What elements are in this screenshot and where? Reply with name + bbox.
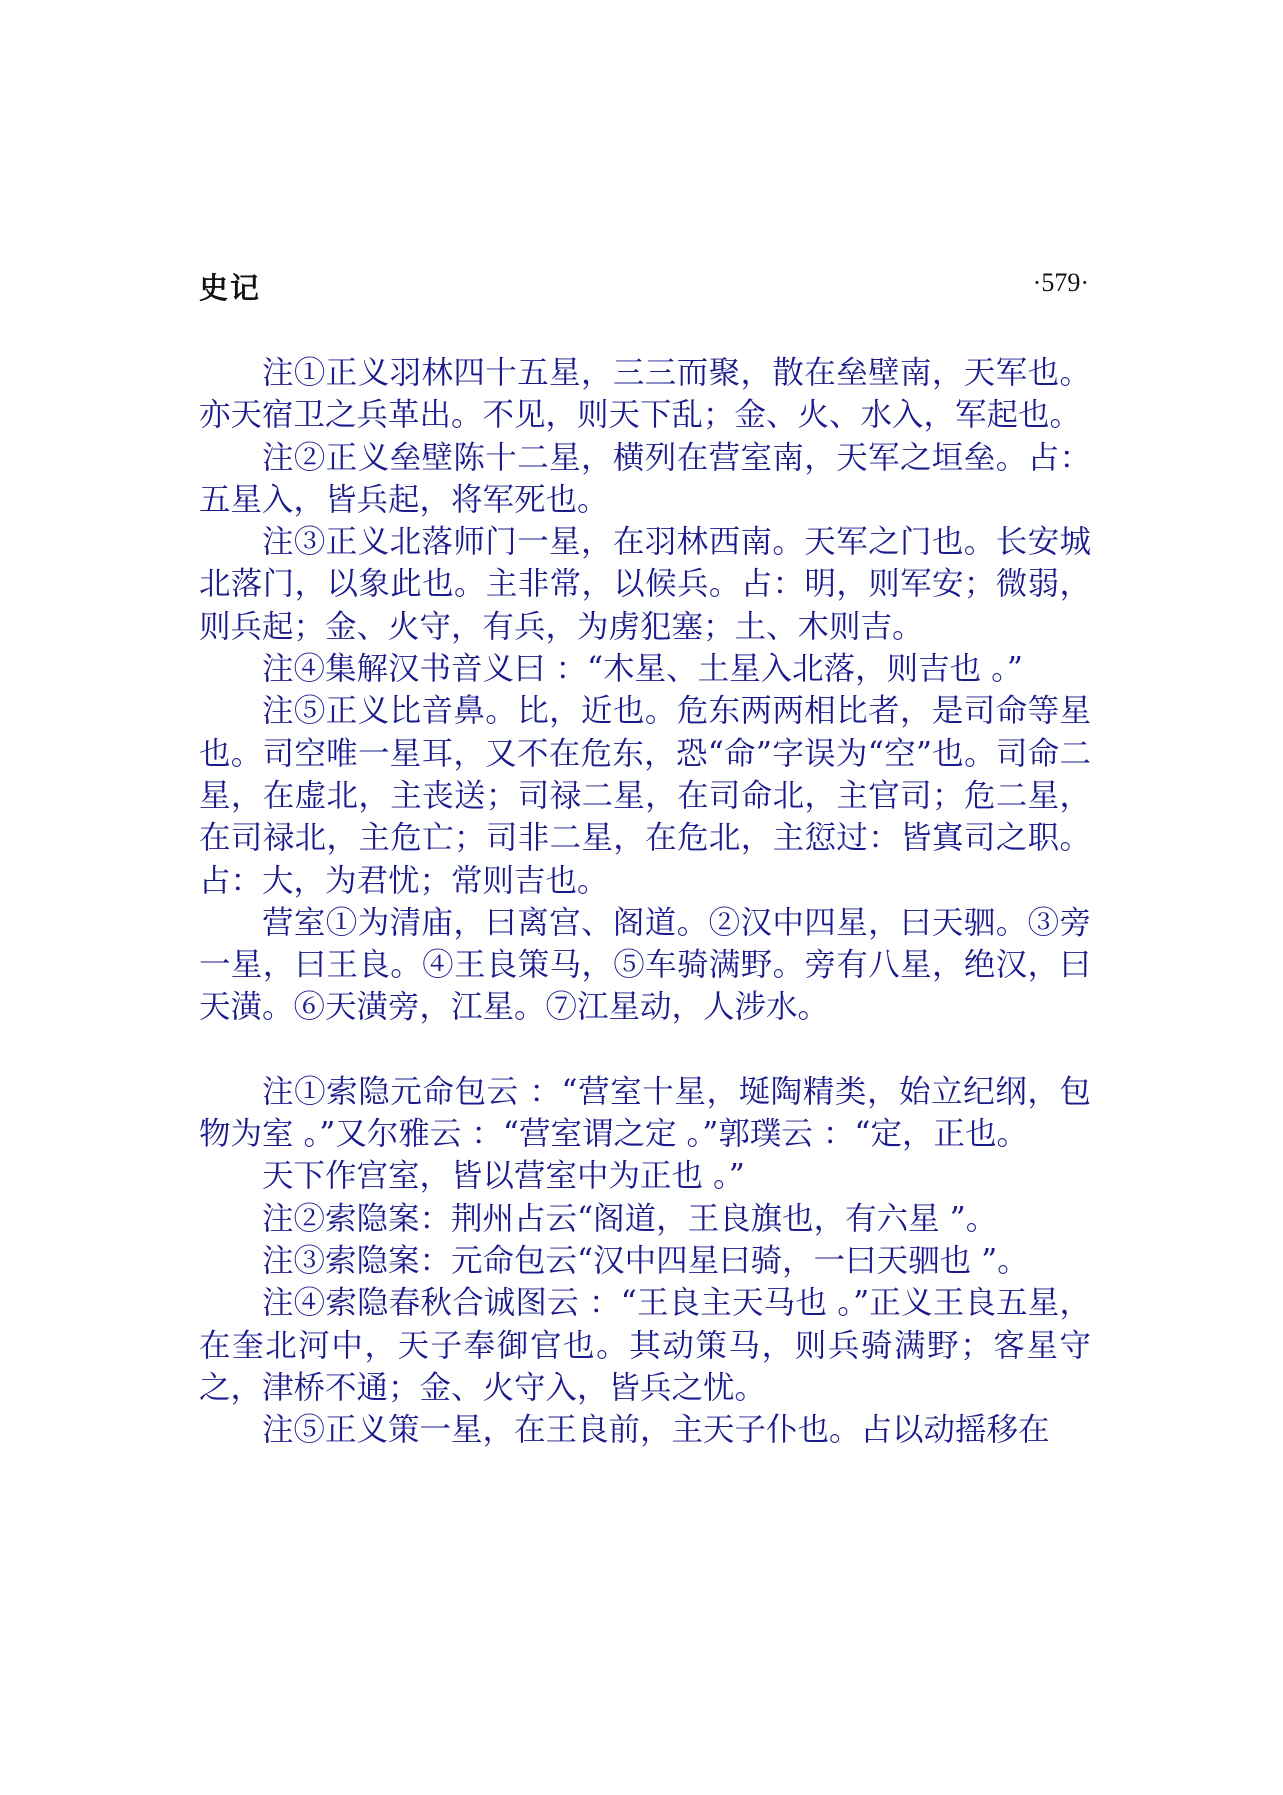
book-title: 史记	[199, 271, 262, 305]
paragraph-note-5: 注⑤正义比音鼻。比，近也。危东两两相比者，是司命等星也。司空唯一星耳，又不在危东，恐“命”字误为“空”也。司命二星，在虚北，主丧送；司禄二星，在司命北，主官司；危二星，在司禄北，主危亡；司非二星，在危北，主愆过：皆寘司之职。占：大，为君忧；常则吉也。	[199, 693, 1091, 899]
paragraph-note-3: 注③正义北落师门一星，在羽林西南。天军之门也。长安城北落门，以象此也。主非常，以候兵。占：明，则军安；微弱，则兵起；金、火守，有兵，为虏犯塞；土、木则吉。	[199, 524, 1091, 645]
paragraph-note-b1: 注①索隐元命包云 ：“营室十星，埏陶精类，始立纪纲，包物为室 。”又尔雅云 ：“营室谓之定 。”郭璞云 ：“定，正也。	[199, 1073, 1091, 1153]
paragraph-note-b2: 注②索隐案：荆州占云“阁道，王良旗也，有六星 ”。	[262, 1200, 998, 1237]
section-gap	[199, 1029, 1091, 1071]
paragraph-note-b5: 注⑤正义策一星，在王良前，主天子仆也。占以动摇移在	[262, 1412, 1050, 1449]
body-text	[199, 352, 1091, 1451]
paragraph-note-b3: 注③索隐案：元命包云“汉中四星曰骑，一曰天驷也 ”。	[262, 1242, 1029, 1279]
paragraph-note-1: 注①正义羽林四十五星，三三而聚，散在垒壁南，天军也。亦天宿卫之兵革出。不见，则天下乱；金、火、水入，军起也。	[199, 355, 1091, 434]
paragraph-note-b4: 注④索隐春秋合诚图云 ：“王良主天马也 。”正义王良五星，在奎北河中，天子奉御官也。其动策马，则兵骑满野；客星守之，津桥不通；金、火守入，皆兵之忧。	[199, 1285, 1091, 1406]
paragraph-note-b1-cont: 天下作宫室，皆以营室中为正也 。”	[262, 1158, 745, 1195]
running-head	[199, 266, 1089, 306]
paragraph-main-text: 营室①为清庙，曰离宫、阁道。②汉中四星，曰天驷。③旁一星，曰王良。④王良策马，⑤车骑满野。旁有八星，绝汉，曰天潢。⑥天潢旁，江星。⑦江星动，人涉水。	[199, 904, 1091, 1026]
page-number: ·579·	[1032, 268, 1089, 297]
paragraph-note-4: 注④集解汉书音义曰 ：“木星、土星入北落，则吉也 。”	[262, 651, 1023, 688]
paragraph-note-2: 注②正义垒壁陈十二星，横列在营室南，天军之垣垒。占：五星入，皆兵起，将军死也。	[199, 439, 1091, 518]
